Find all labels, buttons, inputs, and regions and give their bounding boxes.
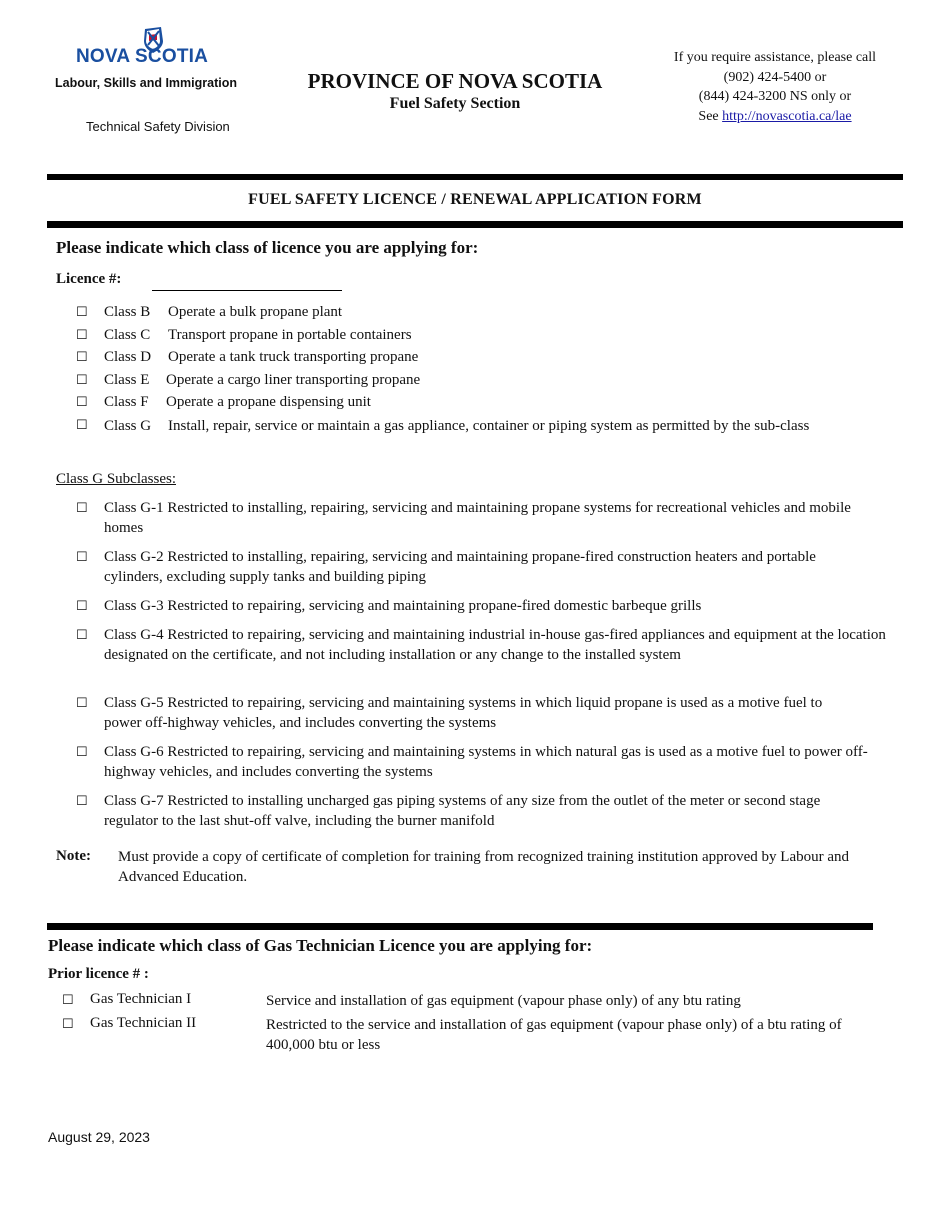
footer-date: August 29, 2023 xyxy=(48,1129,150,1145)
class-code: Class E xyxy=(104,371,150,388)
phone-local: (902) 424-5400 or xyxy=(723,69,827,85)
subclass-desc: Restricted to repairing, servicing and maintaining industrial in-house gas-fired appliances and equipment at the location designated on the certificate, and not including installation or any change to the installed system xyxy=(104,627,886,663)
website-link[interactable]: http://novascotia.ca/lae xyxy=(722,108,852,124)
gas-tech-desc: Service and installation of gas equipment (vapour phase only) of any btu rating xyxy=(266,993,741,1009)
licence-class-heading: Please indicate which class of licence you are applying for: xyxy=(56,238,479,257)
subclass-desc: Restricted to repairing, servicing and maintaining propane-fired domestic barbeque grills xyxy=(167,598,702,614)
subclass-code: Class G-4 xyxy=(104,627,164,643)
subclass-desc: Restricted to installing uncharged gas piping systems of any size from the outlet of the meter or second stage regulator to the last shut-off valve, including the burner manifold xyxy=(104,793,821,829)
website-line xyxy=(655,107,895,127)
section-title: Fuel Safety Section xyxy=(389,95,521,112)
licence-number-label: Licence #: xyxy=(56,271,122,287)
subclass-code: Class G-6 xyxy=(104,744,164,760)
department-name: Labour, Skills and Immigration xyxy=(55,76,237,90)
class-desc: Operate a tank truck transporting propane xyxy=(168,349,419,366)
checkbox-icon[interactable]: ☐ xyxy=(76,349,88,365)
class-desc: Operate a cargo liner transporting propane xyxy=(166,371,421,388)
checkbox-icon[interactable]: ☐ xyxy=(76,416,88,432)
checkbox-icon[interactable]: ☐ xyxy=(76,744,88,759)
subclass-desc: Restricted to repairing, servicing and maintaining systems in which liquid propane is used as a motive fuel to power off-highway vehicles, and includes converting the systems xyxy=(104,695,823,731)
subclass-option[interactable] xyxy=(0,596,950,625)
prior-licence-label: Prior licence # : xyxy=(48,966,149,982)
subclass-desc: Restricted to repairing, servicing and maintaining systems in which natural gas is used as a motive fuel to power off-highway vehicles, and includes converting the systems xyxy=(104,744,868,780)
class-desc: Transport propane in portable containers xyxy=(168,326,412,343)
class-code: Class D xyxy=(104,349,152,366)
subclass-code: Class G-3 xyxy=(104,598,164,614)
subclass-code: Class G-1 xyxy=(104,500,164,516)
class-code: Class C xyxy=(104,326,151,343)
subclass-option[interactable] xyxy=(0,791,950,831)
section-rule xyxy=(47,923,873,930)
checkbox-icon[interactable]: ☐ xyxy=(62,1016,74,1031)
gas-tech-name: Gas Technician II xyxy=(90,1015,197,1031)
phone-tollfree: (844) 424-3200 NS only or xyxy=(698,89,852,104)
checkbox-icon[interactable]: ☐ xyxy=(76,549,88,564)
gas-tech-desc: Restricted to the service and installation of gas equipment (vapour phase only) of a btu rating of 400,000 btu or less xyxy=(266,1017,842,1053)
assistance-block xyxy=(655,48,895,126)
class-desc: Operate a propane dispensing unit xyxy=(166,394,371,411)
logo-wordmark: NOVA SCOTIA xyxy=(76,46,209,67)
gas-tech-name: Gas Technician I xyxy=(90,991,192,1007)
class-desc: Operate a bulk propane plant xyxy=(168,304,343,320)
class-desc: Install, repair, service or maintain a gas appliance, container or piping system as permitted by the sub-class xyxy=(168,417,810,434)
subclass-desc: Restricted to installing, repairing, servicing and maintaining propane systems for recreational vehicles and mobile homes xyxy=(104,500,851,536)
class-code: Class B xyxy=(104,304,151,320)
gas-tech-option[interactable] xyxy=(0,1015,950,1059)
class-option[interactable] xyxy=(0,415,950,459)
form-title: FUEL SAFETY LICENCE / RENEWAL APPLICATION FORM xyxy=(248,191,702,208)
checkbox-icon[interactable]: ☐ xyxy=(62,992,74,1007)
class-option[interactable] xyxy=(0,370,950,393)
note-text: Must provide a copy of certificate of completion for training from recognized training institution approved by Labour and Advanced Education. xyxy=(118,849,850,885)
checkbox-icon[interactable]: ☐ xyxy=(76,793,88,808)
class-code: Class G xyxy=(104,417,152,434)
checkbox-icon[interactable]: ☐ xyxy=(76,304,88,319)
checkbox-icon[interactable]: ☐ xyxy=(76,326,88,342)
subclass-option[interactable] xyxy=(0,547,950,596)
checkbox-icon[interactable]: ☐ xyxy=(76,627,88,642)
division-name: Technical Safety Division xyxy=(86,119,230,134)
licence-number-field[interactable] xyxy=(152,272,342,291)
top-rule xyxy=(47,174,903,180)
subclass-list xyxy=(0,498,950,831)
class-option[interactable] xyxy=(0,347,950,370)
title-bottom-rule xyxy=(47,221,903,228)
subclass-option[interactable] xyxy=(0,742,950,791)
subclass-heading: Class G Subclasses: xyxy=(56,471,176,487)
subclass-desc: Restricted to installing, repairing, servicing and maintaining propane-fired construction heaters and portable cylinders, excluding supply tanks and building piping xyxy=(104,549,816,585)
subclass-code: Class G-2 xyxy=(104,549,164,565)
gas-tech-option[interactable] xyxy=(0,991,950,1015)
subclass-code: Class G-7 xyxy=(104,793,164,809)
checkbox-icon[interactable]: ☐ xyxy=(76,598,88,613)
see-label: See xyxy=(698,108,719,124)
note-label: Note: xyxy=(56,848,91,864)
assistance-line: If you require assistance, please call xyxy=(673,50,877,65)
subclass-option[interactable] xyxy=(0,693,950,742)
class-option[interactable] xyxy=(0,325,950,348)
class-option[interactable] xyxy=(0,392,950,415)
subclass-code: Class G-5 xyxy=(104,695,164,711)
subclass-option[interactable] xyxy=(0,625,950,693)
province-title: PROVINCE OF NOVA SCOTIA xyxy=(307,69,603,93)
gas-tech-heading: Please indicate which class of Gas Technician Licence you are applying for: xyxy=(48,936,593,955)
checkbox-icon[interactable]: ☐ xyxy=(76,695,88,710)
checkbox-icon[interactable]: ☐ xyxy=(76,371,88,387)
checkbox-icon[interactable]: ☐ xyxy=(76,394,88,410)
class-code: Class F xyxy=(104,394,149,411)
subclass-option[interactable] xyxy=(0,498,950,547)
class-list xyxy=(0,302,950,459)
class-option[interactable] xyxy=(0,302,950,325)
checkbox-icon[interactable]: ☐ xyxy=(76,500,88,515)
